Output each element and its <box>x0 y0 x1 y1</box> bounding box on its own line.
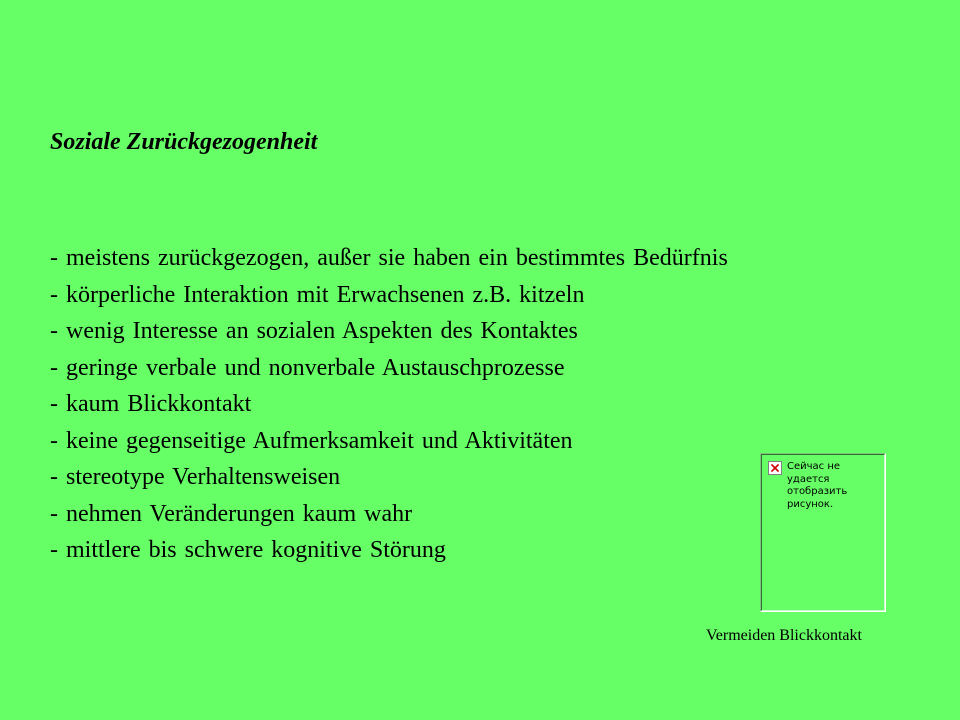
list-item: - geringe verbale und nonverbale Austauschprozesse <box>50 354 565 381</box>
bullet-list <box>50 240 728 569</box>
slide-title: Soziale Zurückgezogenheit <box>50 129 318 155</box>
broken-image-icon <box>768 461 782 475</box>
list-item: - stereotype Verhaltensweisen <box>50 464 341 490</box>
list-item: - körperliche Interaktion mit Erwachsenen z.B. kitzeln <box>50 281 585 308</box>
list-item: - kaum Blickkontakt <box>50 391 252 417</box>
list-item: - keine gegenseitige Aufmerksamkeit und Aktivitäten <box>50 427 573 454</box>
image-placeholder <box>760 453 886 612</box>
list-item: - nehmen Veränderungen kaum wahr <box>50 500 413 527</box>
list-item: - mittlere bis schwere kognitive Störung <box>50 537 446 563</box>
image-error-message: Сейчас не удается отобразить рисунок. <box>787 461 848 510</box>
list-item: - wenig Interesse an sozialen Aspekten des Kontaktes <box>50 318 578 344</box>
list-item: - meistens zurückgezogen, außer sie haben ein bestimmtes Bedürfnis <box>50 245 728 271</box>
image-caption: Vermeiden Blickkontakt <box>706 627 862 644</box>
